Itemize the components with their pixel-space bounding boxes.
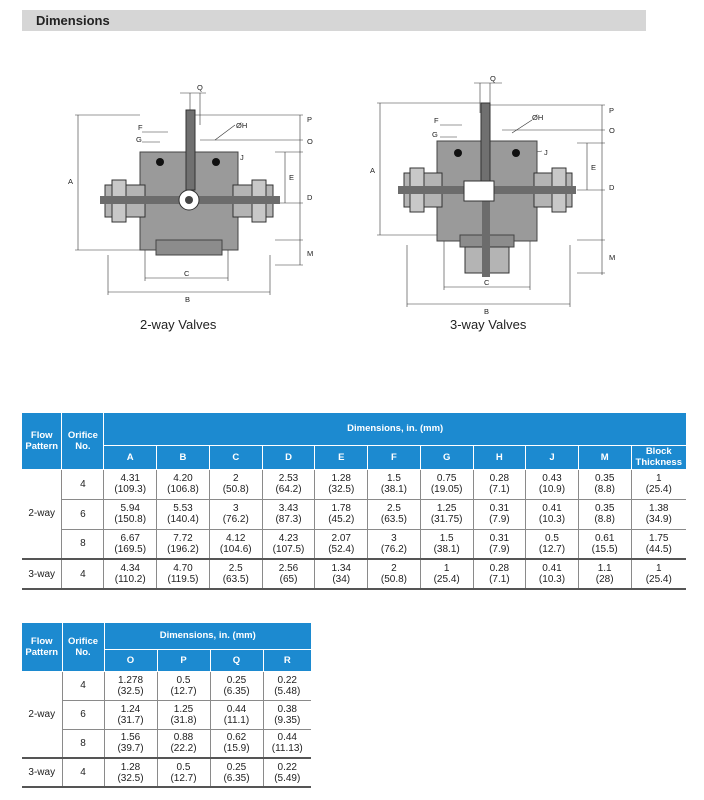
dim-label-f-3way: F bbox=[434, 116, 439, 125]
dimension-cell bbox=[263, 758, 311, 787]
dimension-cell bbox=[263, 700, 311, 729]
dimension-cell bbox=[315, 529, 368, 559]
value-inches: 4.70 bbox=[173, 563, 193, 574]
value-mm: (28) bbox=[595, 574, 614, 585]
value-mm: (76.2) bbox=[380, 543, 407, 555]
dim-label-a-3way: A bbox=[370, 166, 376, 175]
table-row bbox=[22, 499, 686, 529]
value-inches: 5.94 bbox=[120, 503, 140, 514]
value-inches: 0.75 bbox=[436, 473, 457, 484]
value-inches: 3 bbox=[391, 532, 397, 544]
value-inches: 0.35 bbox=[594, 503, 615, 514]
value-mm: (107.5) bbox=[272, 543, 305, 555]
value-inches: 0.25 bbox=[226, 761, 247, 773]
value-inches: 1.75 bbox=[649, 532, 669, 544]
value-mm: (119.5) bbox=[167, 574, 199, 585]
value-inches: 7.72 bbox=[173, 532, 193, 544]
table-row bbox=[22, 559, 686, 589]
value-mm: (19.05) bbox=[430, 484, 463, 495]
three-way-valve-drawing bbox=[362, 74, 632, 316]
value-inches: 1.38 bbox=[649, 503, 669, 514]
value-mm: (110.2) bbox=[114, 574, 146, 585]
dim-label-p-3way: P bbox=[609, 106, 615, 115]
value-mm: (8.8) bbox=[594, 514, 615, 525]
value-mm: (12.7) bbox=[170, 772, 197, 784]
value-inches: 6.67 bbox=[120, 532, 140, 544]
dimension-cell bbox=[209, 559, 262, 589]
value-inches: 2.53 bbox=[278, 473, 299, 484]
dim-label-e-3way: E bbox=[591, 163, 597, 172]
value-inches: 5.53 bbox=[173, 503, 193, 514]
dim-label-g-3way: G bbox=[432, 130, 438, 139]
value-inches: 0.62 bbox=[226, 732, 247, 744]
column-header: H bbox=[473, 445, 526, 469]
value-mm: (25.4) bbox=[433, 574, 460, 585]
value-inches: 4.31 bbox=[120, 473, 140, 484]
dimension-cell bbox=[157, 499, 210, 529]
value-mm: (63.5) bbox=[380, 514, 407, 525]
value-inches: 0.5 bbox=[176, 674, 191, 686]
table-row bbox=[22, 469, 686, 499]
value-mm: (38.1) bbox=[380, 484, 407, 495]
value-mm: (34) bbox=[332, 574, 351, 585]
dimension-cell bbox=[104, 729, 157, 758]
value-mm: (7.1) bbox=[489, 484, 510, 495]
dimension-cell bbox=[210, 758, 263, 787]
value-inches: 0.44 bbox=[277, 732, 297, 744]
dimension-cell bbox=[473, 499, 526, 529]
dim-label-j-3way: J bbox=[544, 148, 548, 157]
column-header: A bbox=[104, 445, 157, 469]
value-mm: (7.9) bbox=[489, 543, 510, 555]
value-inches: 2 bbox=[232, 473, 239, 484]
value-mm: (50.8) bbox=[380, 574, 407, 585]
value-inches: 4.23 bbox=[278, 532, 299, 544]
value-mm: (15.9) bbox=[223, 743, 250, 755]
dimension-cell bbox=[526, 529, 579, 559]
column-header: P bbox=[157, 649, 210, 671]
dimension-cell bbox=[631, 529, 686, 559]
dimension-cell bbox=[104, 671, 157, 700]
value-inches: 2.07 bbox=[331, 532, 351, 544]
column-header: J bbox=[526, 445, 579, 469]
value-mm: (10.3) bbox=[538, 574, 566, 585]
dimension-cell bbox=[157, 469, 210, 499]
value-inches: 3.43 bbox=[278, 503, 299, 514]
dimension-cell bbox=[157, 559, 210, 589]
value-inches: 1.34 bbox=[331, 563, 351, 574]
value-mm: (11.1) bbox=[223, 714, 250, 726]
dimension-cell bbox=[420, 499, 473, 529]
dimension-cell bbox=[473, 529, 526, 559]
dimension-cell bbox=[104, 499, 157, 529]
flow-pattern-cell: 3-way bbox=[22, 758, 62, 787]
dimension-cell bbox=[210, 700, 263, 729]
value-inches: 1.1 bbox=[597, 563, 612, 574]
dimension-cell bbox=[578, 529, 631, 559]
value-inches: 0.43 bbox=[542, 473, 562, 484]
dimension-cell bbox=[526, 499, 579, 529]
dimension-cell bbox=[368, 469, 421, 499]
value-inches: 0.35 bbox=[594, 473, 615, 484]
dim-label-q-3way: Q bbox=[490, 74, 496, 83]
header-flow-pattern: Flow Pattern bbox=[22, 413, 62, 469]
table-row bbox=[22, 671, 311, 700]
value-mm: (44.5) bbox=[645, 543, 672, 555]
dim-label-d: D bbox=[307, 193, 313, 202]
column-header: B bbox=[157, 445, 210, 469]
flow-pattern-cell: 2-way bbox=[22, 469, 62, 559]
value-inches: 4.20 bbox=[173, 473, 193, 484]
value-inches: 1.25 bbox=[173, 703, 194, 715]
dimension-cell bbox=[104, 469, 157, 499]
value-mm: (45.2) bbox=[328, 514, 355, 525]
dim-label-m: M bbox=[307, 249, 314, 258]
value-inches: 3 bbox=[232, 503, 239, 514]
value-mm: (63.5) bbox=[222, 574, 249, 585]
dimension-cell bbox=[209, 529, 262, 559]
dimensions-table-main bbox=[22, 413, 686, 590]
value-inches: 1 bbox=[655, 473, 662, 484]
value-inches: 0.31 bbox=[489, 532, 510, 544]
dimension-cell bbox=[209, 469, 262, 499]
orifice-cell: 4 bbox=[62, 671, 104, 700]
dimension-cell bbox=[104, 758, 157, 787]
value-mm: (11.13) bbox=[271, 743, 303, 755]
value-inches: 1 bbox=[443, 563, 450, 574]
value-mm: (31.7) bbox=[117, 714, 144, 726]
value-inches: 2.5 bbox=[228, 563, 243, 574]
value-mm: (39.7) bbox=[117, 743, 144, 755]
three-way-caption: 3-way Valves bbox=[450, 317, 527, 332]
dim-label-e: E bbox=[289, 173, 295, 182]
dimension-cell bbox=[263, 671, 311, 700]
value-mm: (5.49) bbox=[274, 772, 301, 784]
dimension-cell bbox=[157, 700, 210, 729]
value-mm: (7.1) bbox=[489, 574, 510, 585]
value-inches: 2.56 bbox=[278, 563, 299, 574]
value-mm: (25.4) bbox=[645, 574, 672, 585]
value-inches: 4.12 bbox=[226, 532, 246, 544]
dim-label-h: ØH bbox=[236, 121, 248, 130]
dim-label-c-3way: C bbox=[484, 278, 490, 287]
dimension-cell bbox=[157, 529, 210, 559]
column-header: M bbox=[578, 445, 631, 469]
dimension-cell bbox=[262, 559, 315, 589]
dimension-cell bbox=[157, 758, 210, 787]
orifice-cell: 4 bbox=[62, 559, 104, 589]
dim-label-g: G bbox=[136, 135, 142, 144]
value-mm: (196.2) bbox=[167, 543, 199, 555]
column-header: O bbox=[104, 649, 157, 671]
value-mm: (52.4) bbox=[328, 543, 355, 555]
value-inches: 1.278 bbox=[117, 674, 144, 686]
flow-pattern-cell: 2-way bbox=[22, 671, 62, 758]
value-mm: (5.48) bbox=[274, 685, 301, 697]
value-mm: (9.35) bbox=[274, 714, 301, 726]
value-mm: (12.7) bbox=[170, 685, 197, 697]
value-inches: 0.5 bbox=[176, 761, 191, 773]
dimension-cell bbox=[157, 671, 210, 700]
value-mm: (10.9) bbox=[538, 484, 566, 495]
section-header bbox=[22, 10, 646, 31]
dim-label-p: P bbox=[307, 115, 313, 124]
dimension-cell bbox=[104, 559, 157, 589]
value-inches: 4.34 bbox=[120, 563, 140, 574]
dimension-cell bbox=[578, 559, 631, 589]
header-orifice-no-2: Orifice No. bbox=[62, 623, 104, 671]
value-inches: 2.5 bbox=[386, 503, 401, 514]
column-header: Block Thickness bbox=[631, 445, 686, 469]
dimension-cell bbox=[420, 529, 473, 559]
value-inches: 1.25 bbox=[436, 503, 457, 514]
value-mm: (6.35) bbox=[223, 772, 250, 784]
value-inches: 1.28 bbox=[331, 473, 351, 484]
dimension-cell bbox=[578, 499, 631, 529]
orifice-cell: 4 bbox=[62, 469, 104, 499]
value-mm: (6.35) bbox=[223, 685, 250, 697]
dimension-cell bbox=[157, 729, 210, 758]
value-mm: (31.75) bbox=[430, 514, 463, 525]
value-mm: (7.9) bbox=[489, 514, 510, 525]
value-inches: 0.38 bbox=[277, 703, 297, 715]
dim-label-o-3way: O bbox=[609, 126, 615, 135]
value-inches: 0.41 bbox=[542, 563, 562, 574]
dimension-cell bbox=[420, 559, 473, 589]
value-inches: 1 bbox=[655, 563, 662, 574]
value-inches: 0.61 bbox=[594, 532, 615, 544]
dimension-cell bbox=[315, 469, 368, 499]
header-orifice-no: Orifice No. bbox=[62, 413, 104, 469]
dimension-cell bbox=[262, 499, 315, 529]
orifice-cell: 8 bbox=[62, 729, 104, 758]
value-mm: (34.9) bbox=[645, 514, 672, 525]
orifice-cell: 6 bbox=[62, 700, 104, 729]
value-inches: 2 bbox=[391, 563, 397, 574]
header-dimensions-group: Dimensions, in. (mm) bbox=[104, 413, 686, 445]
value-mm: (38.1) bbox=[433, 543, 460, 555]
value-inches: 0.22 bbox=[277, 674, 297, 686]
value-inches: 0.44 bbox=[226, 703, 247, 715]
dimension-cell bbox=[368, 559, 421, 589]
dim-label-b: B bbox=[185, 295, 191, 304]
value-inches: 0.22 bbox=[277, 761, 297, 773]
dimension-cell bbox=[420, 469, 473, 499]
table-row bbox=[22, 529, 686, 559]
orifice-cell: 8 bbox=[62, 529, 104, 559]
dim-label-h-3way: ØH bbox=[532, 113, 544, 122]
value-mm: (64.2) bbox=[275, 484, 302, 495]
value-inches: 0.41 bbox=[542, 503, 562, 514]
value-inches: 1.78 bbox=[331, 503, 351, 514]
value-mm: (76.2) bbox=[222, 514, 249, 525]
table-row bbox=[22, 729, 311, 758]
dim-label-c: C bbox=[184, 269, 190, 278]
value-mm: (22.2) bbox=[170, 743, 197, 755]
dimension-cell bbox=[631, 559, 686, 589]
value-inches: 1.28 bbox=[120, 761, 141, 773]
section-title: Dimensions bbox=[36, 13, 110, 28]
dimension-cell bbox=[104, 529, 157, 559]
column-header: C bbox=[209, 445, 262, 469]
header-dimensions-group-2: Dimensions, in. (mm) bbox=[104, 623, 311, 649]
header-flow-pattern-2: Flow Pattern bbox=[22, 623, 62, 671]
value-inches: 0.25 bbox=[226, 674, 247, 686]
value-inches: 1.5 bbox=[439, 532, 454, 544]
dim-label-d-3way: D bbox=[609, 183, 615, 192]
dimension-cell bbox=[631, 469, 686, 499]
column-header: G bbox=[420, 445, 473, 469]
dimension-cell bbox=[315, 559, 368, 589]
dimension-cell bbox=[368, 529, 421, 559]
two-way-valve-drawing bbox=[60, 80, 330, 304]
value-inches: 1.56 bbox=[120, 732, 141, 744]
value-inches: 0.5 bbox=[545, 532, 559, 544]
dimension-cell bbox=[473, 559, 526, 589]
dimension-cell bbox=[526, 559, 579, 589]
flow-pattern-cell: 3-way bbox=[22, 559, 62, 589]
value-mm: (32.5) bbox=[117, 685, 144, 697]
orifice-cell: 4 bbox=[62, 758, 104, 787]
value-inches: 0.28 bbox=[489, 473, 510, 484]
dimension-cell bbox=[262, 529, 315, 559]
value-mm: (104.6) bbox=[219, 543, 252, 555]
value-mm: (140.4) bbox=[167, 514, 199, 525]
value-mm: (32.5) bbox=[117, 772, 144, 784]
dim-label-o: O bbox=[307, 137, 313, 146]
dimension-cell bbox=[210, 671, 263, 700]
two-way-caption: 2-way Valves bbox=[140, 317, 217, 332]
dimension-cell bbox=[368, 499, 421, 529]
value-mm: (150.8) bbox=[114, 514, 147, 525]
value-mm: (10.3) bbox=[538, 514, 566, 525]
dimension-cell bbox=[631, 499, 686, 529]
value-mm: (169.5) bbox=[114, 543, 147, 555]
value-inches: 0.31 bbox=[489, 503, 510, 514]
value-mm: (87.3) bbox=[275, 514, 302, 525]
dimension-cell bbox=[263, 729, 311, 758]
dim-label-b-3way: B bbox=[484, 307, 490, 316]
value-mm: (12.7) bbox=[538, 543, 566, 555]
value-mm: (32.5) bbox=[328, 484, 355, 495]
dimension-cell bbox=[526, 469, 579, 499]
dim-label-m-3way: M bbox=[609, 253, 616, 262]
value-mm: (31.8) bbox=[170, 714, 197, 726]
table-row bbox=[22, 758, 311, 787]
column-header: E bbox=[315, 445, 368, 469]
dim-label-a: A bbox=[68, 177, 74, 186]
dimension-cell bbox=[210, 729, 263, 758]
value-mm: (109.3) bbox=[114, 484, 147, 495]
value-mm: (50.8) bbox=[222, 484, 249, 495]
dimension-cell bbox=[262, 469, 315, 499]
value-mm: (106.8) bbox=[167, 484, 199, 495]
dimension-cell bbox=[473, 469, 526, 499]
column-header: Q bbox=[210, 649, 263, 671]
dimension-cell bbox=[315, 499, 368, 529]
dim-label-j: J bbox=[240, 153, 244, 162]
value-mm: (8.8) bbox=[594, 484, 615, 495]
dim-label-f: F bbox=[138, 123, 143, 132]
dimension-cell bbox=[209, 499, 262, 529]
dimensions-table-secondary bbox=[22, 623, 311, 788]
column-header: D bbox=[262, 445, 315, 469]
value-mm: (15.5) bbox=[591, 543, 618, 555]
orifice-cell: 6 bbox=[62, 499, 104, 529]
value-mm: (65) bbox=[279, 574, 298, 585]
value-mm: (25.4) bbox=[645, 484, 672, 495]
column-header: R bbox=[263, 649, 311, 671]
value-inches: 0.28 bbox=[489, 563, 510, 574]
dim-label-q: Q bbox=[197, 83, 203, 92]
dimension-cell bbox=[578, 469, 631, 499]
dimension-cell bbox=[104, 700, 157, 729]
value-inches: 1.5 bbox=[386, 473, 401, 484]
table-row bbox=[22, 700, 311, 729]
value-inches: 1.24 bbox=[120, 703, 141, 715]
column-header: F bbox=[368, 445, 421, 469]
value-inches: 0.88 bbox=[173, 732, 194, 744]
